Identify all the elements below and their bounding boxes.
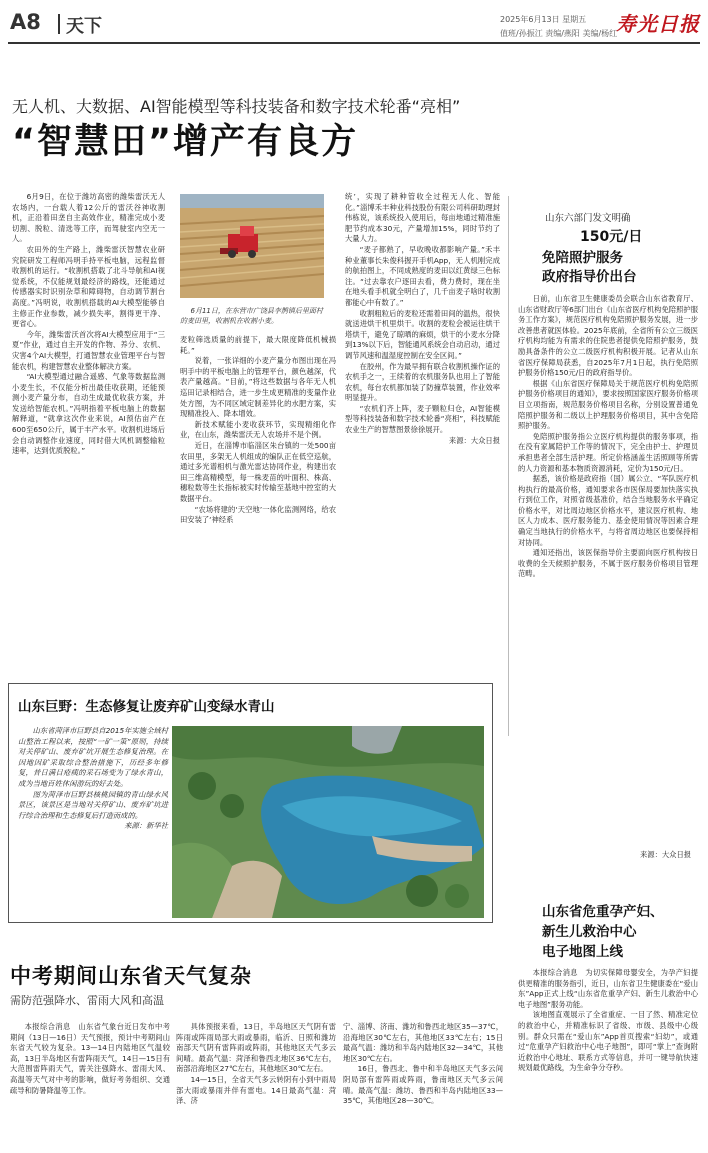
exam-weather-column-2: [176, 1022, 336, 1107]
source-credit: 来源：新华社: [124, 821, 168, 831]
lead-column-1: [12, 192, 165, 457]
paragraph: 麦粒筛选质量的前提下，最大限度降低机械损耗。”: [180, 335, 336, 355]
paragraph: 本报综合消息 为切实保障母婴安全，为孕产妇提供更精准的服务指引，近日，山东省卫生健康委在“爱山东”App正式上线“山东省危重孕产妇、新生儿救治中心电子地图”服务功能。: [518, 968, 698, 1009]
paragraph: “麦子都熟了，早收晚收都影响产量。”禾丰种业董事长朱俊科握开手机App，无人机刚完成的航拍图上，不同成熟度的麦田以红黄绿三色标注。“过去靠农户逐田去看，费力费时，现在坐在地头看手机就全明白了，几千亩麦子啥时收割都能心中有数了。”: [345, 244, 500, 307]
eco-story-body: [18, 726, 168, 832]
newspaper-logo: 寿光日报: [616, 12, 700, 36]
lead-kicker: 无人机、大数据、AI智能模型等科技装备和数字技术轮番“亮相”: [12, 97, 461, 116]
sidebar-headline: 免陪照护服务: [542, 250, 623, 266]
restored-quarry-photo: [172, 726, 484, 918]
paragraph: “农场将建的‘天空地’一体化监测网络，给农田安装了‘神经系: [180, 504, 336, 525]
sidebar-body: [518, 294, 698, 580]
masthead-rule: [8, 42, 700, 44]
wheat-harvest-photo: [180, 194, 324, 298]
exam-weather-column-3: [343, 1022, 503, 1107]
paragraph: 16日，鲁西北、鲁中和半岛地区天气多云间阴局部有雷阵雨或阵雨，鲁南地区天气多云间晴。最高气温：潍坊、鲁西和半岛内陆地区33—35℃，其他地区28—30℃。: [343, 1064, 503, 1106]
lead-headline: “智慧田”增产有良方: [12, 122, 359, 162]
masthead-separator: [58, 14, 60, 34]
eco-story-headline: 山东巨野：生态修复让废弃矿山变绿水青山: [18, 699, 275, 715]
paragraph: 图为菏泽市巨野县核桃园镇的青山绿水风景区，该景区是当地对关停矿山、废弃矿坑进行综合治理和生态修复后打造而成的。: [18, 789, 168, 820]
paragraph: 14—15日，全省天气多云转阴有小到中雨局部大雨或暴雨并伴有雷电。14日最高气温：菏泽、济: [176, 1074, 336, 1106]
quarry-lake-illustration: [172, 726, 484, 918]
sidebar-headline: 电子地图上线: [542, 944, 623, 960]
paragraph: 免陪照护服务指公立医疗机构提供的服务事项，指在没有家属陪护工作等的情况下，完全由护士、护理员承担患者全部生活护理。所定价格涵盖生活照顾等所需的人力资源和基本物质资源消耗，定价为150元/日。: [518, 431, 698, 473]
paragraph: “农机们齐上阵，麦子颗粒归仓，AI智能模型等科技装备和数字技术轮番“亮相”，科技赋能农业生产的智慧图景徐徐展开。: [345, 403, 500, 435]
paragraph: 山东省菏泽市巨野县自2015年实施全域村山整治工程以来，按照“一矿一策”原则，持续对关停矿山、废弃矿坑开展生态修复治理。在因地因矿采取综合整治措施下，历经多年修复，昔日满目疮痍的采石场变为了绿水青山，成为当地百姓休闲游玩的好去处。: [18, 726, 168, 788]
paragraph: 根据《山东省医疗保障局关于规范医疗机构免陪照护服务价格项目的通知》，要求按照国家医疗服务价格项目立项指南，规范服务价格项目名称，分别设置普通免陪照护服务和二级以上护理服务价格项目，其中含免陪照护服务。: [518, 378, 698, 431]
wheat-field-illustration: [180, 194, 324, 298]
photo-caption: 6月11日，在东营市广饶县李鹊镇后里面村的麦田里，收割机在收割小麦。: [180, 307, 323, 325]
exam-weather-subhead: 需防范强降水、雷雨大风和高温: [10, 994, 164, 1007]
paragraph: 6月9日，在位于潍坊高密的潍柴雷沃无人农场内，一台载人着12公斤的雷沃谷神收割机，正沿着田垄自主高效作业，精准完成小麦切割、脱粒、清选等工序，而驾驶室内空无一人。: [12, 192, 165, 244]
paragraph: 据悉，该价格是政府指（国）属公立、“军队医疗机构执行的最高价格，通知要求各市医保局要加快落实执行到位工作，对照省级基准价，结合当地服务水平确定价格水平，对比周边地区价格水平，建议医疗机构、地区人力成本、医疗服务能力、基金使用情况等因素合理确定当地执行的价格水平，与将省周边地区也要保持相对协同。: [518, 474, 698, 547]
paragraph: 该地图直观展示了全省重症、一目了然、精准定位的救治中心，并精准标识了省级、市级、县级中心级别。群众只需在“爱山东”App首页搜索“妇幼”，或通过“危重孕产妇救治中心电子地图”，即可“掌上”查询附近救治中心地址、联系方式等信息，并可一键导航快速规划最优路线，为生命争分夺秒。: [518, 1010, 698, 1073]
exam-weather-headline: 中考期间山东省天气复杂: [10, 964, 252, 988]
paragraph: 农田外的生产路上，潍柴雷沃智慧农业研究院研发工程师冯明手持平板电脑，远程监督收割机的运行。“收割机搭载了北斗导航和AI视觉系统，不仅能规划最经济的路线，还能通过传感器实时识别杂草和障碍物，自动调节割台高度。”冯明说，收割机搭载的AI大模型能够自主修正作业参数，减少损失率，割得更干净、更省心。: [12, 244, 165, 329]
date-line: 2025年6月13日 星期五: [500, 15, 587, 24]
lead-column-2: [180, 335, 336, 526]
source-credit: 来源：大众日报: [448, 435, 500, 445]
paragraph: “AI大模型通过融合遥感、气象等数据监测小麦生长，不仅能分析出最佳收获期，还能预测小麦产量分布，自动生成最优收获方案，并发送给智能农机。”冯明指着平板电脑上的数据解释道，“就拿这次作业来说，AI预估亩产在600至650公斤，属于丰产水平。收割机进场后会自动调整作业速度，同时借大风机调整输粒速率，达到优质脱粒。”: [12, 372, 165, 456]
source-credit: 来源：大众日报: [640, 850, 692, 859]
sidebar-body: [518, 968, 698, 1074]
lead-column-3: [345, 192, 500, 446]
sidebar-kicker: 山东六部门发文明确: [545, 213, 631, 224]
paragraph: 说着，一张详细的小麦产量分布图出现在冯明手中的平板电脑上的管理平台，颜色越深，代表产量越高。“目前，”将这些数据与各年无人机巡田记录相结合，进一步生成更精准的变量作业处方图，为不同区域定制差异化的水肥方案，实现精准投入、降本增效。: [180, 356, 336, 419]
paragraph: 宁、淄博、济南、潍坊和鲁西北地区35—37℃，沿海地区30℃左右，其他地区33℃左右；15日最高气温：潍坊和半岛内陆地区32—34℃，其他地区30℃左右。: [343, 1022, 503, 1063]
exam-weather-column-1: [10, 1022, 170, 1096]
sidebar-headline: 150元/日: [580, 229, 643, 245]
paragraph: 本报综合消息 山东省气象台近日发布中考期间（13日—16日）天气预报，预计中考期间山东省天气较为复杂。13—14日内陆地区气温较高，13日半岛地区有雷阵雨天气，14日—15日有大范围雷阵雨天气，需关注强降水、雷雨大风、高温等天气对中考的影响，做好考务组织、交通疏导和防暑降温等工作。: [10, 1022, 170, 1095]
sidebar-headline: 山东省危重孕产妇、: [542, 904, 664, 920]
paragraph: 收割粗粒后的麦粒还需着田间的温热，很快就送进烘干机里烘干。收割的麦粒会被运往烘干塔烘干，避免了晾晒的麻烦，烘干的小麦水分降到13%以下后，智能通风系统会自动启动，通过调节风速和温湿度控制在安全区间。”: [345, 308, 500, 360]
paragraph: 通知还指出，该医保指导价主要面向医疗机构按日收费的全天候照护服务，不属于医疗服务价格项目管理范畴。: [518, 548, 698, 579]
section-name: 天下: [66, 16, 102, 37]
sidebar-headline: 政府指导价出台: [542, 269, 637, 285]
paragraph: 新技术赋能小麦收获环节，实现精细化作业，在山东，潍柴雷沃无人农场并不是个例。: [180, 419, 336, 440]
paragraph: 在胶州，作为最早拥有联合收割机操作证的农机手之一，王续着的农机服务队也用上了智能农机，每台农机都加装了防撞草装置，作业效率明显提升。: [345, 361, 500, 403]
masthead: [0, 0, 708, 46]
paragraph: 统’，实现了耕种管收全过程无人化、智能化。”淄博禾丰种业科技股份有限公司科研助理封伟栋说，该系统投入使用后，每亩地通过精准施肥节约成本30元，产量增加15%，同时节约了大量人力。: [345, 192, 500, 244]
paragraph: 今年，潍柴雷沃首次将AI大模型应用于“三夏”作业，通过自主开发的作物、养分、农机、灾害4个AI大模型，打通智慧农业管理平台与智能农机，构建智慧农业整体解决方案。: [12, 329, 165, 371]
paragraph: 近日，在淄博市临淄区朱台镇的一处500亩农田里，多架无人机组成的编队正在低空巡航，通过多光谱相机与激光雷达协同作业，构建出农田三维高精模型，每一株麦苗的叶面积、株高、穗粒数等生长指标被实时传输至基地中控室的大数据平台。: [180, 440, 336, 503]
editors-line: 值班/孙振江 责编/燕阳 美编/杨红: [500, 29, 618, 38]
paragraph: 具体预报来看，13日，半岛地区天气阴有雷阵雨或阵雨局部大雨或暴雨，临沂、日照和潍坊南部天气阴有雷阵雨或阵雨，其他地区天气多云间晴。最高气温：菏泽和鲁西北地区36℃左右，南部沿海地区27℃左右，其他地区30℃左右。: [176, 1022, 336, 1074]
page-number: A8: [10, 10, 41, 34]
paragraph: 日前，山东省卫生健康委员会联合山东省教育厅、山东省财政厅等6部门出台《山东省医疗机构免陪照护服务工作方案》，规范医疗机构免陪照护服务发展，进一步改善患者就医体验。2025年底前，全省所有公立三级医疗机构均能为有需求的住院患者提供免陪照护服务，鼓励具备条件的公立二级医疗机构积极开展。记者从山东省医疗保障局获悉，自2025年7月1日起，执行免陪照护服务价格150元/日的政府指导价。: [518, 294, 698, 378]
column-divider: [508, 196, 509, 736]
sidebar-headline: 新生儿救治中心: [542, 924, 637, 940]
